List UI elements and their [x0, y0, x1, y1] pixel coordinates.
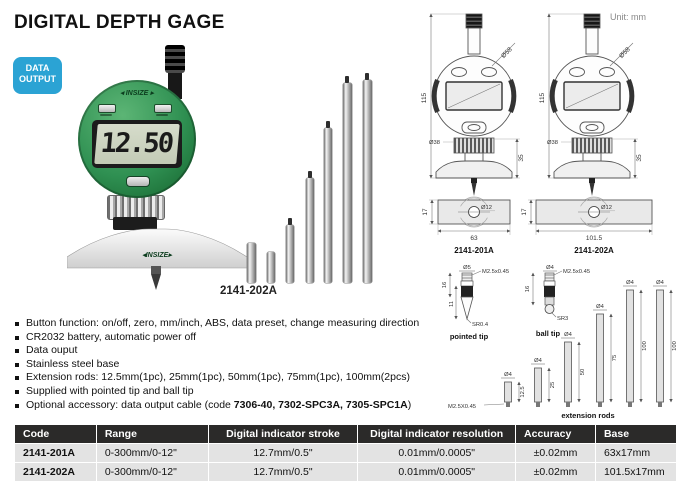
feature-item: Extension rods: 12.5mm(1pc), 25mm(1pc), 50mm(1pc), 75mm(1pc), 100mm(2pcs) — [14, 371, 434, 385]
technical-drawings — [420, 4, 688, 422]
dim-rod-diameter: Ø4 — [656, 280, 664, 286]
pointed-tip-needle — [151, 274, 161, 290]
dim-rod-diameter: Ø4 — [504, 372, 512, 378]
rod-thread-stub — [345, 76, 349, 83]
gauge-button-left — [98, 104, 116, 113]
stem-drawing — [584, 14, 600, 28]
cell-range: 0-300mm/0-12" — [96, 444, 208, 463]
dim-nut-diameter: Ø38 — [547, 140, 558, 146]
button-label-mark — [100, 114, 112, 116]
lcd-display: 12.50 — [94, 124, 179, 164]
dim-base-thickness: 17 — [422, 208, 429, 216]
feature-item: Supplied with pointed tip and ball tip — [14, 385, 434, 399]
dim-base-width: 101.5 — [585, 235, 603, 242]
button-label-mark — [156, 114, 168, 116]
feature-item-optional — [14, 399, 434, 413]
drawing-pointed-tip — [442, 265, 509, 341]
accessory-codes: 7306-40, 7302-SPC3A, 7305-SPC1A — [233, 398, 408, 411]
dim-len-a: 16 — [442, 281, 448, 289]
dim-rod-diameter: Ø4 — [534, 358, 542, 364]
dim-nut-diameter: Ø38 — [429, 140, 440, 146]
feature-list — [14, 317, 434, 412]
nut-drawing — [454, 138, 494, 153]
col-header-stroke: Digital indicator stroke — [208, 425, 358, 444]
dim-rod-diameter: Ø4 — [626, 280, 634, 286]
feature-item: Stainless steel base — [14, 358, 434, 372]
cell-code: 2141-201A — [15, 444, 97, 463]
cell-base: 101.5x17mm — [595, 463, 676, 482]
dim-ball-radius: SR3 — [557, 316, 569, 322]
drawing-label-201A: 2141-201A — [454, 246, 494, 255]
col-header-range: Range — [96, 425, 208, 444]
cell-accuracy: ±0.02mm — [516, 463, 596, 482]
photo-rod-100b — [363, 80, 372, 283]
brand-logo: ◂ INSIZE ▸ — [78, 89, 196, 97]
dim-rod-length: 100 — [642, 341, 648, 351]
cell-stroke: 12.7mm/0.5" — [208, 463, 358, 482]
dim-hole: Ø12 — [601, 205, 612, 211]
badge-line2: OUTPUT — [19, 74, 56, 85]
pointed-tip-label: pointed tip — [449, 332, 489, 341]
dim-base-width: 63 — [470, 235, 478, 242]
dim-tip-radius: SR0.4 — [472, 322, 489, 328]
dim-base-thickness: 17 — [521, 208, 528, 216]
photo-ball-tip — [247, 243, 256, 283]
drawing-2141-201A — [421, 14, 525, 255]
dim-rod-length: 75 — [612, 354, 618, 362]
dim-lower: 35 — [636, 154, 643, 162]
feature-item: Data ouput — [14, 344, 434, 358]
dim-rod-length: 100 — [672, 341, 678, 351]
table-header-row — [15, 425, 677, 444]
table-row — [15, 463, 677, 482]
ball-tip-label: ball tip — [535, 329, 561, 338]
rod-thread-stub — [326, 121, 330, 128]
spec-table — [14, 424, 677, 482]
gauge-button-bottom — [126, 176, 150, 187]
cell-range: 0-300mm/0-12" — [96, 463, 208, 482]
photo-rod-12-5 — [286, 225, 294, 283]
dim-thread: M2.5x0.45 — [563, 269, 591, 275]
cell-resolution: 0.01mm/0.0005" — [358, 463, 516, 482]
dim-dial-diameter: Ø58 — [618, 46, 632, 60]
dim-rod-diameter: Ø4 — [596, 304, 604, 310]
page-title: DIGITAL DEPTH GAGE — [14, 12, 225, 33]
base-side-drawing — [436, 161, 512, 178]
col-header-code: Code — [15, 425, 97, 444]
dim-rod-length: 50 — [580, 368, 586, 376]
extension-rods-label: extension rods — [561, 411, 615, 420]
drawing-2141-202A — [521, 14, 652, 255]
col-header-base: Base — [595, 425, 676, 444]
dim-len-b: 11 — [449, 300, 455, 308]
feature-item: CR2032 battery, automatic power off — [14, 331, 434, 345]
rod-thread-stub — [308, 171, 312, 178]
photo-rod-100a — [343, 83, 352, 283]
dim-dial-diameter: Ø58 — [500, 46, 514, 60]
optional-suffix: ) — [407, 398, 412, 411]
dim-rod-thread: M2.5X0.45 — [448, 404, 477, 410]
cell-resolution: 0.01mm/0.0005" — [358, 444, 516, 463]
optional-prefix: Optional accessory: data output cable (code — [26, 398, 234, 411]
base-brand-logo: ◂ INSIZE ▸ — [67, 251, 247, 259]
gauge-button-right — [154, 104, 172, 113]
table-row — [15, 444, 677, 463]
dim-rod-diameter: Ø4 — [564, 332, 572, 338]
drawing-ball-tip — [525, 265, 590, 338]
dim-height: 115 — [539, 92, 546, 104]
drawing-label-202A: 2141-202A — [574, 246, 614, 255]
product-photo — [55, 35, 395, 310]
tip-holder — [151, 266, 161, 274]
base-side-drawing — [554, 161, 630, 178]
photo-short-tip — [267, 252, 275, 283]
dim-height: 115 — [421, 92, 428, 104]
gauge-base — [67, 227, 247, 269]
dim-lower: 35 — [518, 154, 525, 162]
feature-item: Button function: on/off, zero, mm/inch, ABS, data preset, change measuring direction — [14, 317, 434, 331]
col-header-resolution: Digital indicator resolution — [358, 425, 516, 444]
cell-stroke: 12.7mm/0.5" — [208, 444, 358, 463]
photo-rod-25 — [306, 178, 314, 283]
photo-rod-50 — [324, 128, 332, 283]
rod-thread-stub — [288, 218, 292, 225]
dim-thread: M2.5x0.45 — [482, 269, 510, 275]
cell-code: 2141-202A — [15, 463, 97, 482]
dim-rod-length: 12.5 — [520, 386, 526, 398]
stem-drawing — [466, 14, 482, 28]
col-header-accuracy: Accuracy — [516, 425, 596, 444]
cell-accuracy: ±0.02mm — [516, 444, 596, 463]
gauge-dial — [78, 80, 196, 198]
dim-tip-diameter: Ø5 — [463, 265, 471, 271]
unit-note: Unit: mm — [610, 12, 646, 22]
cell-base: 63x17mm — [595, 444, 676, 463]
rod-thread-stub — [365, 73, 369, 80]
dim-len-a: 16 — [525, 285, 531, 293]
lcd-frame — [92, 120, 182, 168]
badge-line1: DATA — [25, 63, 50, 73]
dim-hole: Ø12 — [481, 205, 492, 211]
gauge-stem — [165, 45, 185, 73]
dim-rod-length: 25 — [550, 381, 556, 389]
drawing-extension-rods — [448, 280, 678, 420]
dim-tip-diameter: Ø4 — [546, 265, 554, 271]
nut-drawing — [572, 138, 612, 153]
product-caption: 2141-202A — [220, 285, 277, 297]
